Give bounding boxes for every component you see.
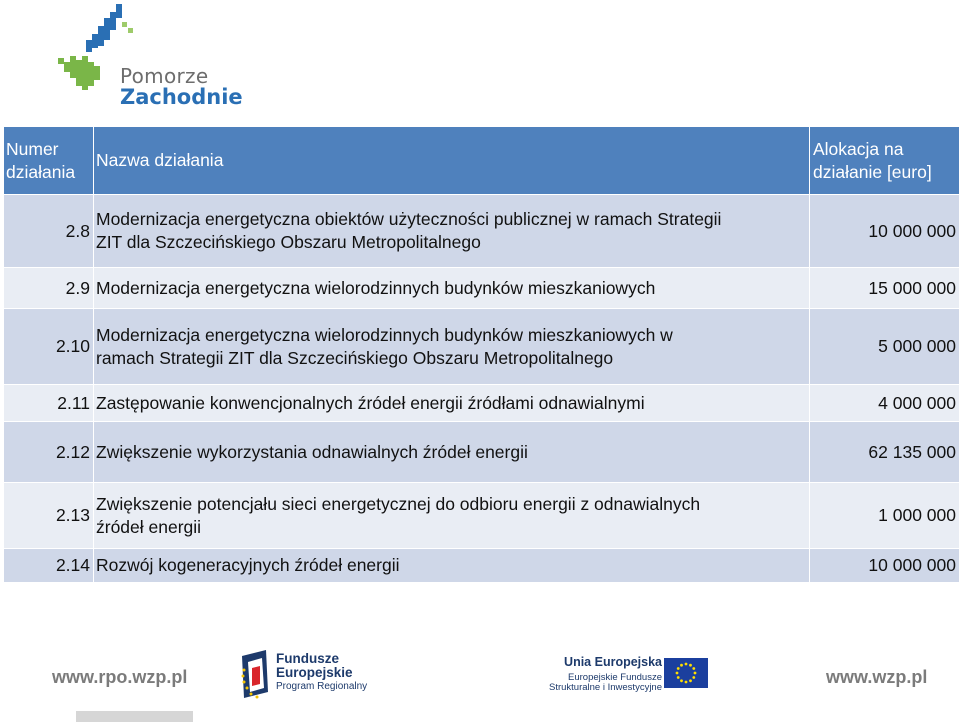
footer [0,640,960,722]
eu-star-icon [680,664,683,667]
row-name [94,195,810,268]
pomorze-zachodnie-logo [50,0,243,115]
table-row [4,309,960,385]
footer-url-wzp[interactable]: www.wzp.pl [826,667,928,687]
header-num-line1: Numer [6,138,59,159]
row-alloc: 10 000 000 [810,549,960,583]
row-alloc: 62 135 000 [810,422,960,483]
row-name-line: Rozwój kogeneracyjnych źródeł energii [96,555,400,575]
fundusze-europejskie-logo [276,652,367,693]
table-row [4,268,960,309]
table-row [4,483,960,549]
row-alloc: 15 000 000 [810,268,960,309]
ue-line1: Unia Europejska [564,655,662,669]
ue-line3: Strukturalne i Inwestycyjne [549,682,662,694]
row-num: 2.11 [4,385,94,422]
fe-line1: Fundusze [276,651,339,666]
row-name [94,385,810,422]
row-name-line: Modernizacja energetyczna wielorodzinnych budynków mieszkaniowych [96,277,656,298]
row-alloc: 4 000 000 [810,385,960,422]
table-row [4,549,960,583]
row-name-line: źródeł energii [96,516,202,537]
table-header-row [4,127,960,195]
row-num: 2.12 [4,422,94,483]
eu-star-icon [692,676,695,679]
logo-line2: Zachodnie [120,85,243,109]
table-row [4,422,960,483]
fe-line3: Program Regionalny [276,681,368,693]
row-alloc: 1 000 000 [810,483,960,549]
fundusze-europejskie-logo-icon [238,648,272,702]
footer-url-rpo[interactable]: www.rpo.wzp.pl [52,667,188,687]
row-num: 2.13 [4,483,94,549]
row-alloc: 5 000 000 [810,309,960,385]
row-name [94,422,810,483]
row-name [94,268,810,309]
row-num: 2.10 [4,309,94,385]
header-alloc-line1: Alokacja na [813,138,904,159]
row-num: 2.14 [4,549,94,583]
row-name-line: Zwiększenie potencjału sieci energetycznej do odbioru energii z odnawialnych [96,493,701,514]
row-name-line: Modernizacja energetyczna wielorodzinnych budynków mieszkaniowych w [96,324,673,345]
unia-europejska-logo [520,656,662,694]
row-name-line: ZIT dla Szczecińskiego Obszaru Metropolitalnego [96,232,481,252]
row-num: 2.8 [4,195,94,268]
row-name-line: Modernizacja energetyczna obiektów użyteczności publicznej w ramach Strategii [96,209,722,229]
row-alloc: 10 000 000 [810,195,960,268]
row-name-line: ramach Strategii ZIT dla Szczecińskiego Obszaru Metropolitalnego [96,347,614,368]
row-name-line: Zwiększenie wykorzystania odnawialnych źródeł energii [96,441,528,462]
eu-star-icon [680,679,683,682]
eu-star-icon [676,672,679,675]
eu-star-icon [692,667,695,670]
ue-line2: Europejskie Fundusze [568,671,662,683]
eu-star-icon [685,681,688,684]
eu-star-icon [689,664,692,667]
gray-bar [76,711,193,722]
header-alloc [810,127,960,195]
eu-flag-icon [664,658,708,688]
table-row [4,385,960,422]
table-row [4,195,960,268]
eu-stars-icon [664,658,708,688]
row-name [94,549,810,583]
allocation-table [3,126,960,583]
row-name [94,309,810,385]
header-num-line2: działania [6,161,76,182]
header-name-label: Nazwa działania [96,150,224,170]
header-name [94,127,810,195]
row-name-line: Zastępowanie konwencjonalnych źródeł energii źródłami odnawialnymi [96,392,645,413]
eu-star-icon [685,663,688,666]
header-alloc-line2: działanie [euro] [813,161,932,182]
fe-line2: Europejskie [276,665,353,681]
row-name [94,483,810,549]
eu-star-icon [694,672,697,675]
logo-text [120,66,243,108]
eu-star-icon [677,667,680,670]
header-num [4,127,94,195]
eu-star-icon [677,676,680,679]
eu-star-icon [689,679,692,682]
row-num: 2.9 [4,268,94,309]
logo-line1: Pomorze [120,64,209,88]
